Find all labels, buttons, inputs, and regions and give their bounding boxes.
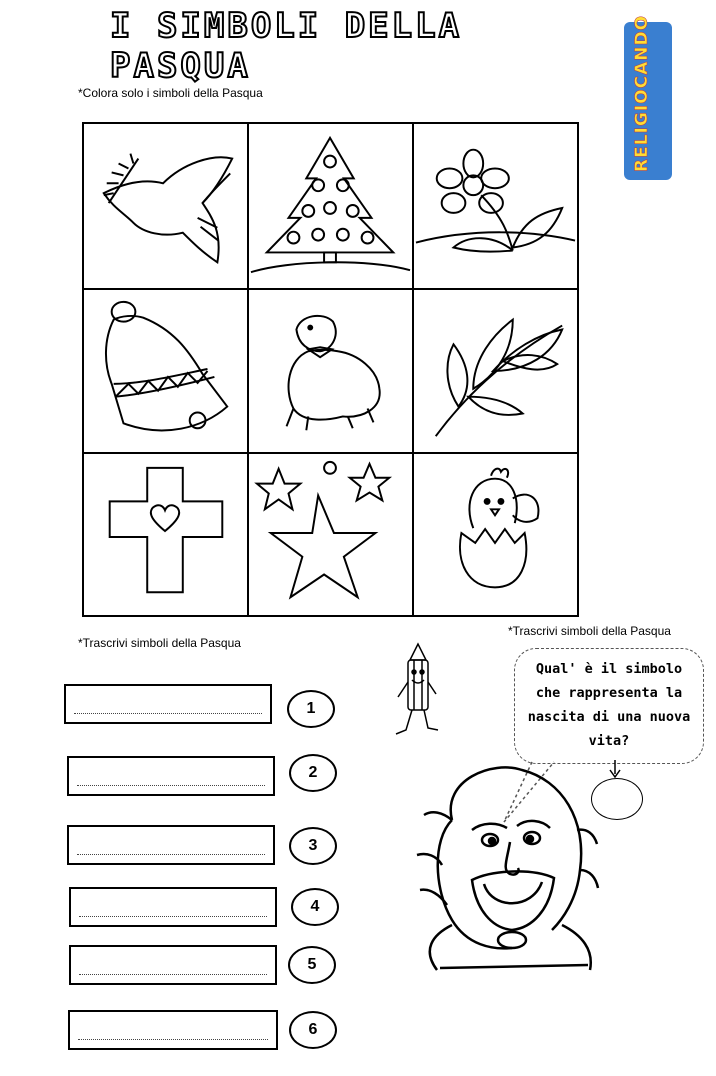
number-circle-4: 4 (291, 888, 339, 926)
transcribe-instruction-left: *Trascrivi simboli della Pasqua (78, 636, 241, 650)
grid-cell-tree[interactable] (248, 123, 413, 289)
grid-cell-flower[interactable] (413, 123, 578, 289)
page-title: I SIMBOLI DELLA PASQUA (110, 6, 463, 86)
grid-cell-chick[interactable] (413, 453, 578, 616)
arrow-down-icon (608, 760, 622, 778)
stars-icon (249, 454, 412, 615)
bubble-line-1: Qual' è il simbolo (535, 661, 683, 677)
grid-cell-olive-branch[interactable] (413, 289, 578, 453)
answer-box-2[interactable] (67, 756, 275, 796)
grid-cell-lamb[interactable] (248, 289, 413, 453)
dove-olive-branch-icon (84, 124, 247, 288)
christmas-tree-icon (249, 124, 412, 288)
transcribe-instruction-right: *Trascrivi simboli della Pasqua (508, 624, 671, 638)
answer-box-3[interactable] (67, 825, 275, 865)
symbols-grid (82, 122, 579, 617)
flower-icon (414, 124, 577, 288)
number-circle-2: 2 (289, 754, 337, 792)
olive-branch-icon (414, 290, 577, 452)
cross-heart-icon (84, 454, 247, 615)
pencil-mascot-icon (388, 642, 442, 740)
grid-cell-dove[interactable] (83, 123, 248, 289)
answer-box-4[interactable] (69, 887, 277, 927)
number-circle-1: 1 (287, 690, 335, 728)
lamb-icon (249, 290, 412, 452)
grid-cell-cross[interactable] (83, 453, 248, 616)
answer-box-1[interactable] (64, 684, 272, 724)
jesus-figure-icon (412, 760, 602, 975)
answer-box-6[interactable] (68, 1010, 278, 1050)
grid-cell-stars[interactable] (248, 453, 413, 616)
logo-text: RELIGIOCANDO (632, 14, 652, 172)
bell-icon (84, 290, 247, 452)
chick-egg-icon (414, 454, 577, 615)
number-circle-3: 3 (289, 827, 337, 865)
color-instruction: *Colora solo i simboli della Pasqua (78, 86, 263, 100)
bubble-line-4: vita? (588, 733, 630, 749)
answer-box-5[interactable] (69, 945, 277, 985)
number-circle-5: 5 (288, 946, 336, 984)
bubble-line-2: che rappresenta la (535, 685, 683, 701)
grid-cell-bell[interactable] (83, 289, 248, 453)
number-circle-6: 6 (289, 1011, 337, 1049)
bubble-line-3: nascita di una nuova (527, 709, 691, 725)
religiocando-logo (624, 14, 672, 180)
